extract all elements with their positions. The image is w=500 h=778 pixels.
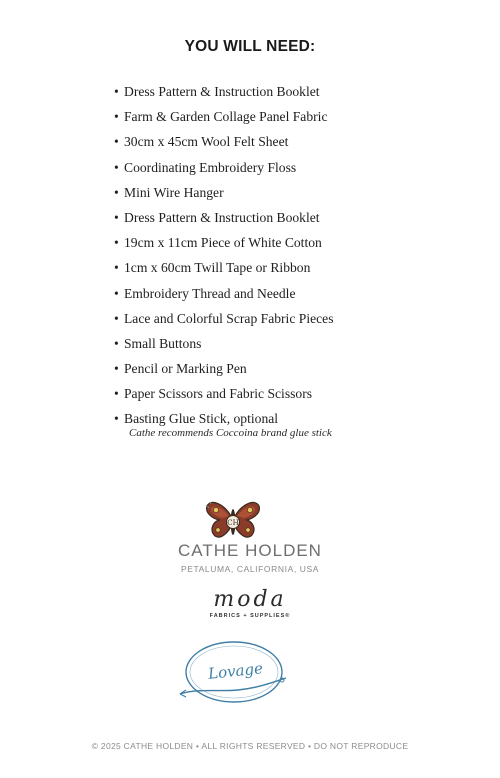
- list-item-label: Coordinating Embroidery Floss: [124, 159, 297, 175]
- brand-name: CATHE HOLDEN: [178, 541, 322, 560]
- bullet: •: [114, 134, 119, 150]
- list-item: [114, 281, 334, 306]
- page-heading: YOU WILL NEED:: [184, 38, 316, 55]
- list-item-label: Pencil or Marking Pen: [124, 361, 247, 377]
- moda-tagline: FABRICS + SUPPLIES®: [209, 613, 291, 619]
- list-item-label: Mini Wire Hanger: [124, 184, 224, 200]
- list-item-label: Basting Glue Stick, optional: [124, 411, 279, 427]
- list-item: [114, 129, 334, 154]
- list-item-label: Farm & Garden Collage Panel Fabric: [124, 109, 328, 125]
- bullet: •: [114, 159, 119, 175]
- list-item-label: 30cm x 45cm Wool Felt Sheet: [124, 134, 289, 150]
- list-item-label: Small Buttons: [124, 335, 202, 351]
- bullet: •: [114, 335, 119, 351]
- bullet: •: [114, 310, 119, 326]
- list-item: [114, 155, 334, 180]
- list-item: [114, 205, 334, 230]
- list-item: [114, 230, 334, 255]
- list-item-label: Dress Pattern & Instruction Booklet: [124, 209, 320, 225]
- lovage-wordmark: Lovage: [207, 659, 264, 683]
- list-item: [114, 331, 334, 356]
- list-item-label: Lace and Colorful Scrap Fabric Pieces: [124, 310, 334, 326]
- list-item: [114, 381, 334, 406]
- brand-location: PETALUMA, CALIFORNIA, USA: [180, 564, 320, 574]
- supply-list: [114, 79, 334, 432]
- bullet: •: [114, 361, 119, 377]
- list-item: [114, 79, 334, 104]
- bullet: •: [114, 109, 119, 125]
- bullet: •: [114, 235, 119, 251]
- list-item: [114, 104, 334, 129]
- bullet: •: [114, 285, 119, 301]
- lovage-logo-icon: [178, 638, 288, 710]
- moda-logo: moda: [213, 587, 287, 612]
- list-item: [114, 180, 334, 205]
- bullet: •: [114, 411, 119, 427]
- list-item: [114, 255, 334, 280]
- list-item-label: Embroidery Thread and Needle: [124, 285, 296, 301]
- bullet: •: [114, 184, 119, 200]
- list-item: [114, 356, 334, 381]
- list-item-label: Paper Scissors and Fabric Scissors: [124, 386, 313, 402]
- list-item-label: Dress Pattern & Instruction Booklet: [124, 84, 320, 99]
- bullet: •: [114, 260, 119, 276]
- list-item-label: 1cm x 60cm Twill Tape or Ribbon: [124, 260, 311, 276]
- monogram: CH: [227, 519, 239, 527]
- bullet: •: [114, 84, 119, 99]
- list-item-label: 19cm x 11cm Piece of White Cotton: [124, 235, 322, 251]
- bullet: •: [114, 209, 119, 225]
- copyright-footer: © 2025 CATHE HOLDEN • ALL RIGHTS RESERVED • DO NOT REPRODUCE: [91, 741, 409, 751]
- glue-stick-note: Cathe recommends Coccoina brand glue stick: [129, 427, 332, 439]
- list-item: [114, 306, 334, 331]
- bullet: •: [114, 386, 119, 402]
- butterfly-logo-icon: [205, 500, 261, 542]
